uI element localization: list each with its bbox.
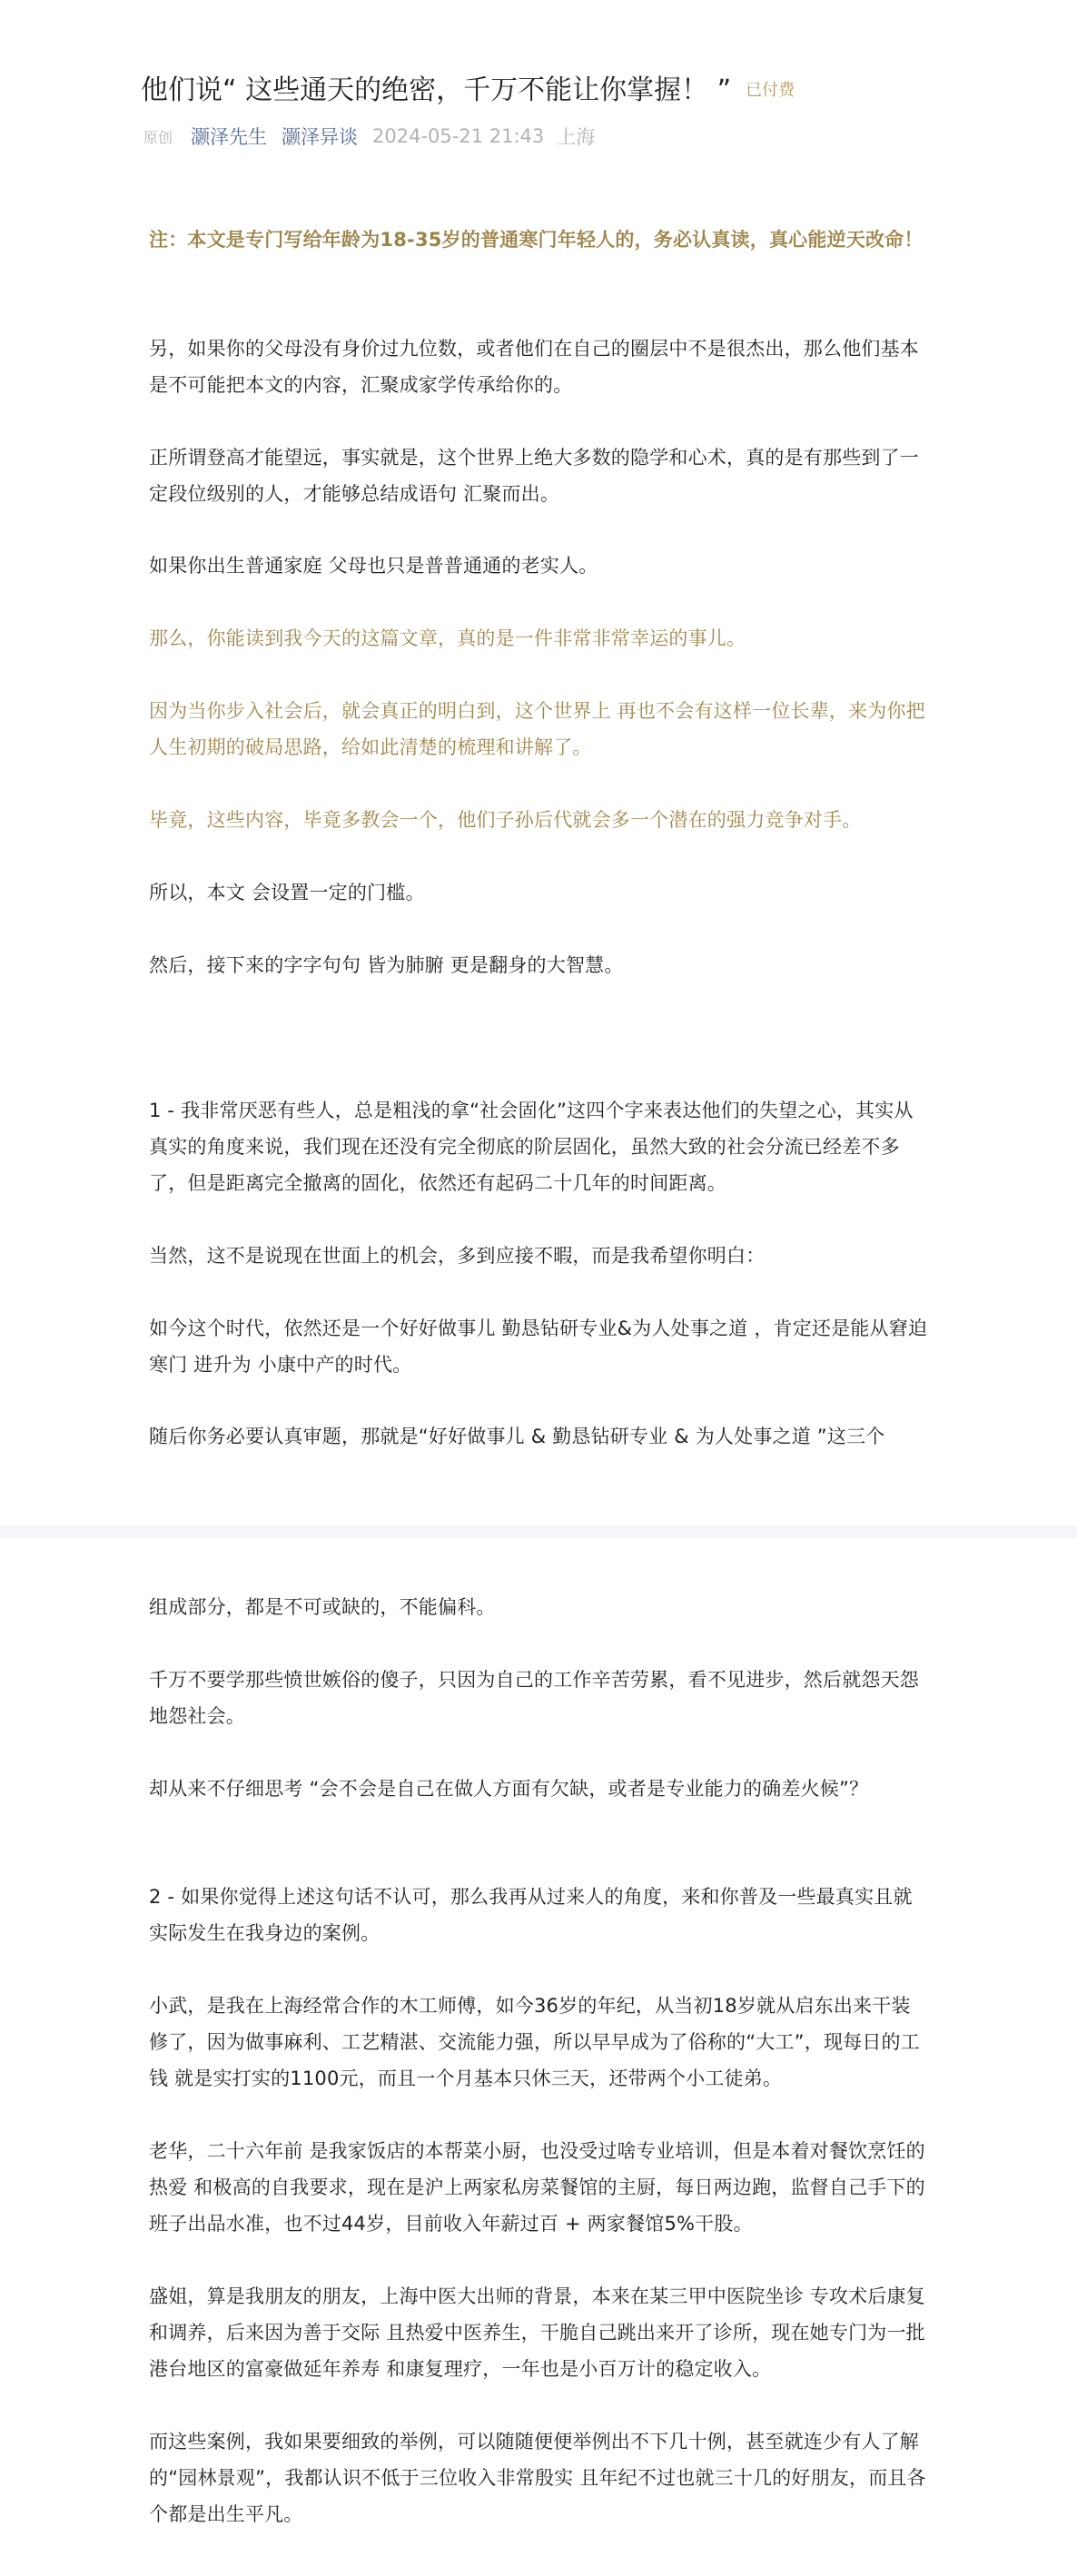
paragraph: 千万不要学那些愤世嫉俗的傻子，只因为自己的工作辛苦劳累，看不见进步，然后就怨天怨地怨社会。 — [149, 1669, 919, 1727]
article-meta — [143, 120, 608, 153]
paragraph: 当然，这不是说现在世面上的机会，多到应接不暇，而是我希望你明白： — [149, 1245, 766, 1267]
publish-location: 上海 — [557, 126, 596, 148]
paragraph: 1 - 我非常厌恶有些人，总是粗浅的拿“社会固化”这四个字来表达他们的失望之心，其实从真实的角度来说，我们现在还没有完全彻底的阶层固化，虽然大致的社会分流已经差不多了，但是距离完全撤离的固化，依然还有起码二十几年的时间距离。 — [149, 1100, 914, 1194]
paragraph: 组成部分，都是不可或缺的，不能偏科。 — [149, 1596, 496, 1618]
article-title: 他们说“ 这些通天的绝密，千万不能让你掌握！ ” — [141, 74, 732, 106]
paragraph: 却从来不仔细思考 “会不会是自己在做人方面有欠缺，或者是专业能力的确差火候”？ — [149, 1778, 869, 1800]
highlight-paragraph: 那么，你能读到我今天的这篇文章，真的是一件非常非常幸运的事儿。 — [149, 627, 746, 649]
paragraph: 如今这个时代，依然还是一个好好做事儿 勤恳钻研专业&为人处事之道 ，肯定还是能从窘迫寒门 进升为 小康中产的时代。 — [149, 1318, 928, 1376]
author-link[interactable]: 灏泽先生 — [191, 126, 268, 148]
paragraph: 所以，本文 会设置一定的门槛。 — [149, 882, 425, 903]
original-label: 原创 — [143, 128, 173, 146]
paragraph: 然后，接下来的字字句句 皆为肺腑 更是翻身的大智慧。 — [149, 954, 624, 976]
paragraph: 小武，是我在上海经常合作的木工师傅，如今36岁的年纪，从当初18岁就从启东出来干装修了，因为做事麻利、工艺精湛、交流能力强，所以早早成为了俗称的“大工”，现每日的工钱 就是实打实的1100元，而且一个月基本只休三天，还带两个小工徒弟。 — [149, 1995, 920, 2089]
paragraph: 如果你出生普通家庭 父母也只是普普通通的老实人。 — [149, 555, 598, 577]
account-name-link[interactable]: 灏泽异谈 — [282, 126, 359, 148]
highlight-paragraph: 因为当你步入社会后，就会真正的明白到，这个世界上 再也不会有这样一位长辈，来为你把人生初期的破局思路，给如此清楚的梳理和讲解了。 — [149, 700, 925, 758]
paragraph: 另，如果你的父母没有身价过九位数，或者他们在自己的圈层中不是很杰出，那么他们基本是不可能把本文的内容，汇聚成家学传承给你的。 — [149, 338, 919, 396]
highlight-paragraph: 毕竟，这些内容，毕竟多教会一个，他们子孙后代就会多一个潜在的强力竞争对手。 — [149, 809, 862, 831]
paragraph: 而这些案例，我如果要细致的举例，可以随随便便举例出不下几十例，甚至就连少有人了解的“园林景观”，我都认识不低于三位收入非常殷实 且年纪不过也就三十几的好朋友，而且各个都是出生平凡。 — [149, 2431, 926, 2525]
page-break-divider — [0, 1525, 1077, 1538]
paragraph: 老华，二十六年前 是我家饭店的本帮菜小厨，也没受过啥专业培训，但是本着对餐饮烹饪的热爱 和极高的自我要求，现在是沪上两家私房菜餐馆的主厨，每日两边跑，监督自己手下的班子出品水准，也不过44岁，目前收入年薪过百 + 两家餐馆5%干股。 — [149, 2140, 925, 2235]
article-title-row — [141, 71, 958, 111]
paragraph: 正所谓登高才能望远，事实就是，这个世界上绝大多数的隐学和心术，真的是有那些到了一定段位级别的人，才能够总结成语句 汇聚而出。 — [149, 447, 919, 505]
paragraph: 随后你务必要认真审题，那就是“好好做事儿 & 勤恳钻研专业 & 为人处事之道 ”这三个 — [149, 1426, 885, 1447]
paragraph: 2 - 如果你觉得上述这句话不认可，那么我再从过来人的角度，来和你普及一些最真实且就实际发生在我身边的案例。 — [149, 1886, 913, 1944]
paid-badge: 已付费 — [746, 81, 795, 100]
paragraph: 盛姐，算是我朋友的朋友，上海中医大出师的背景，本来在某三甲中医院坐诊 专攻术后康复和调养，后来因为善于交际 且热爱中医养生，干脆自己跳出来开了诊所，现在她专门为一批港台地区的富豪做延年养寿 和康复理疗，一年也是小百万计的稳定收入。 — [149, 2285, 925, 2380]
note-paragraph: 注：本文是专门写给年龄为18-35岁的普通寒门年轻人的，务必认真读，真心能逆天改命！ — [149, 229, 924, 251]
publish-datetime: 2024-05-21 21:43 — [372, 125, 545, 147]
